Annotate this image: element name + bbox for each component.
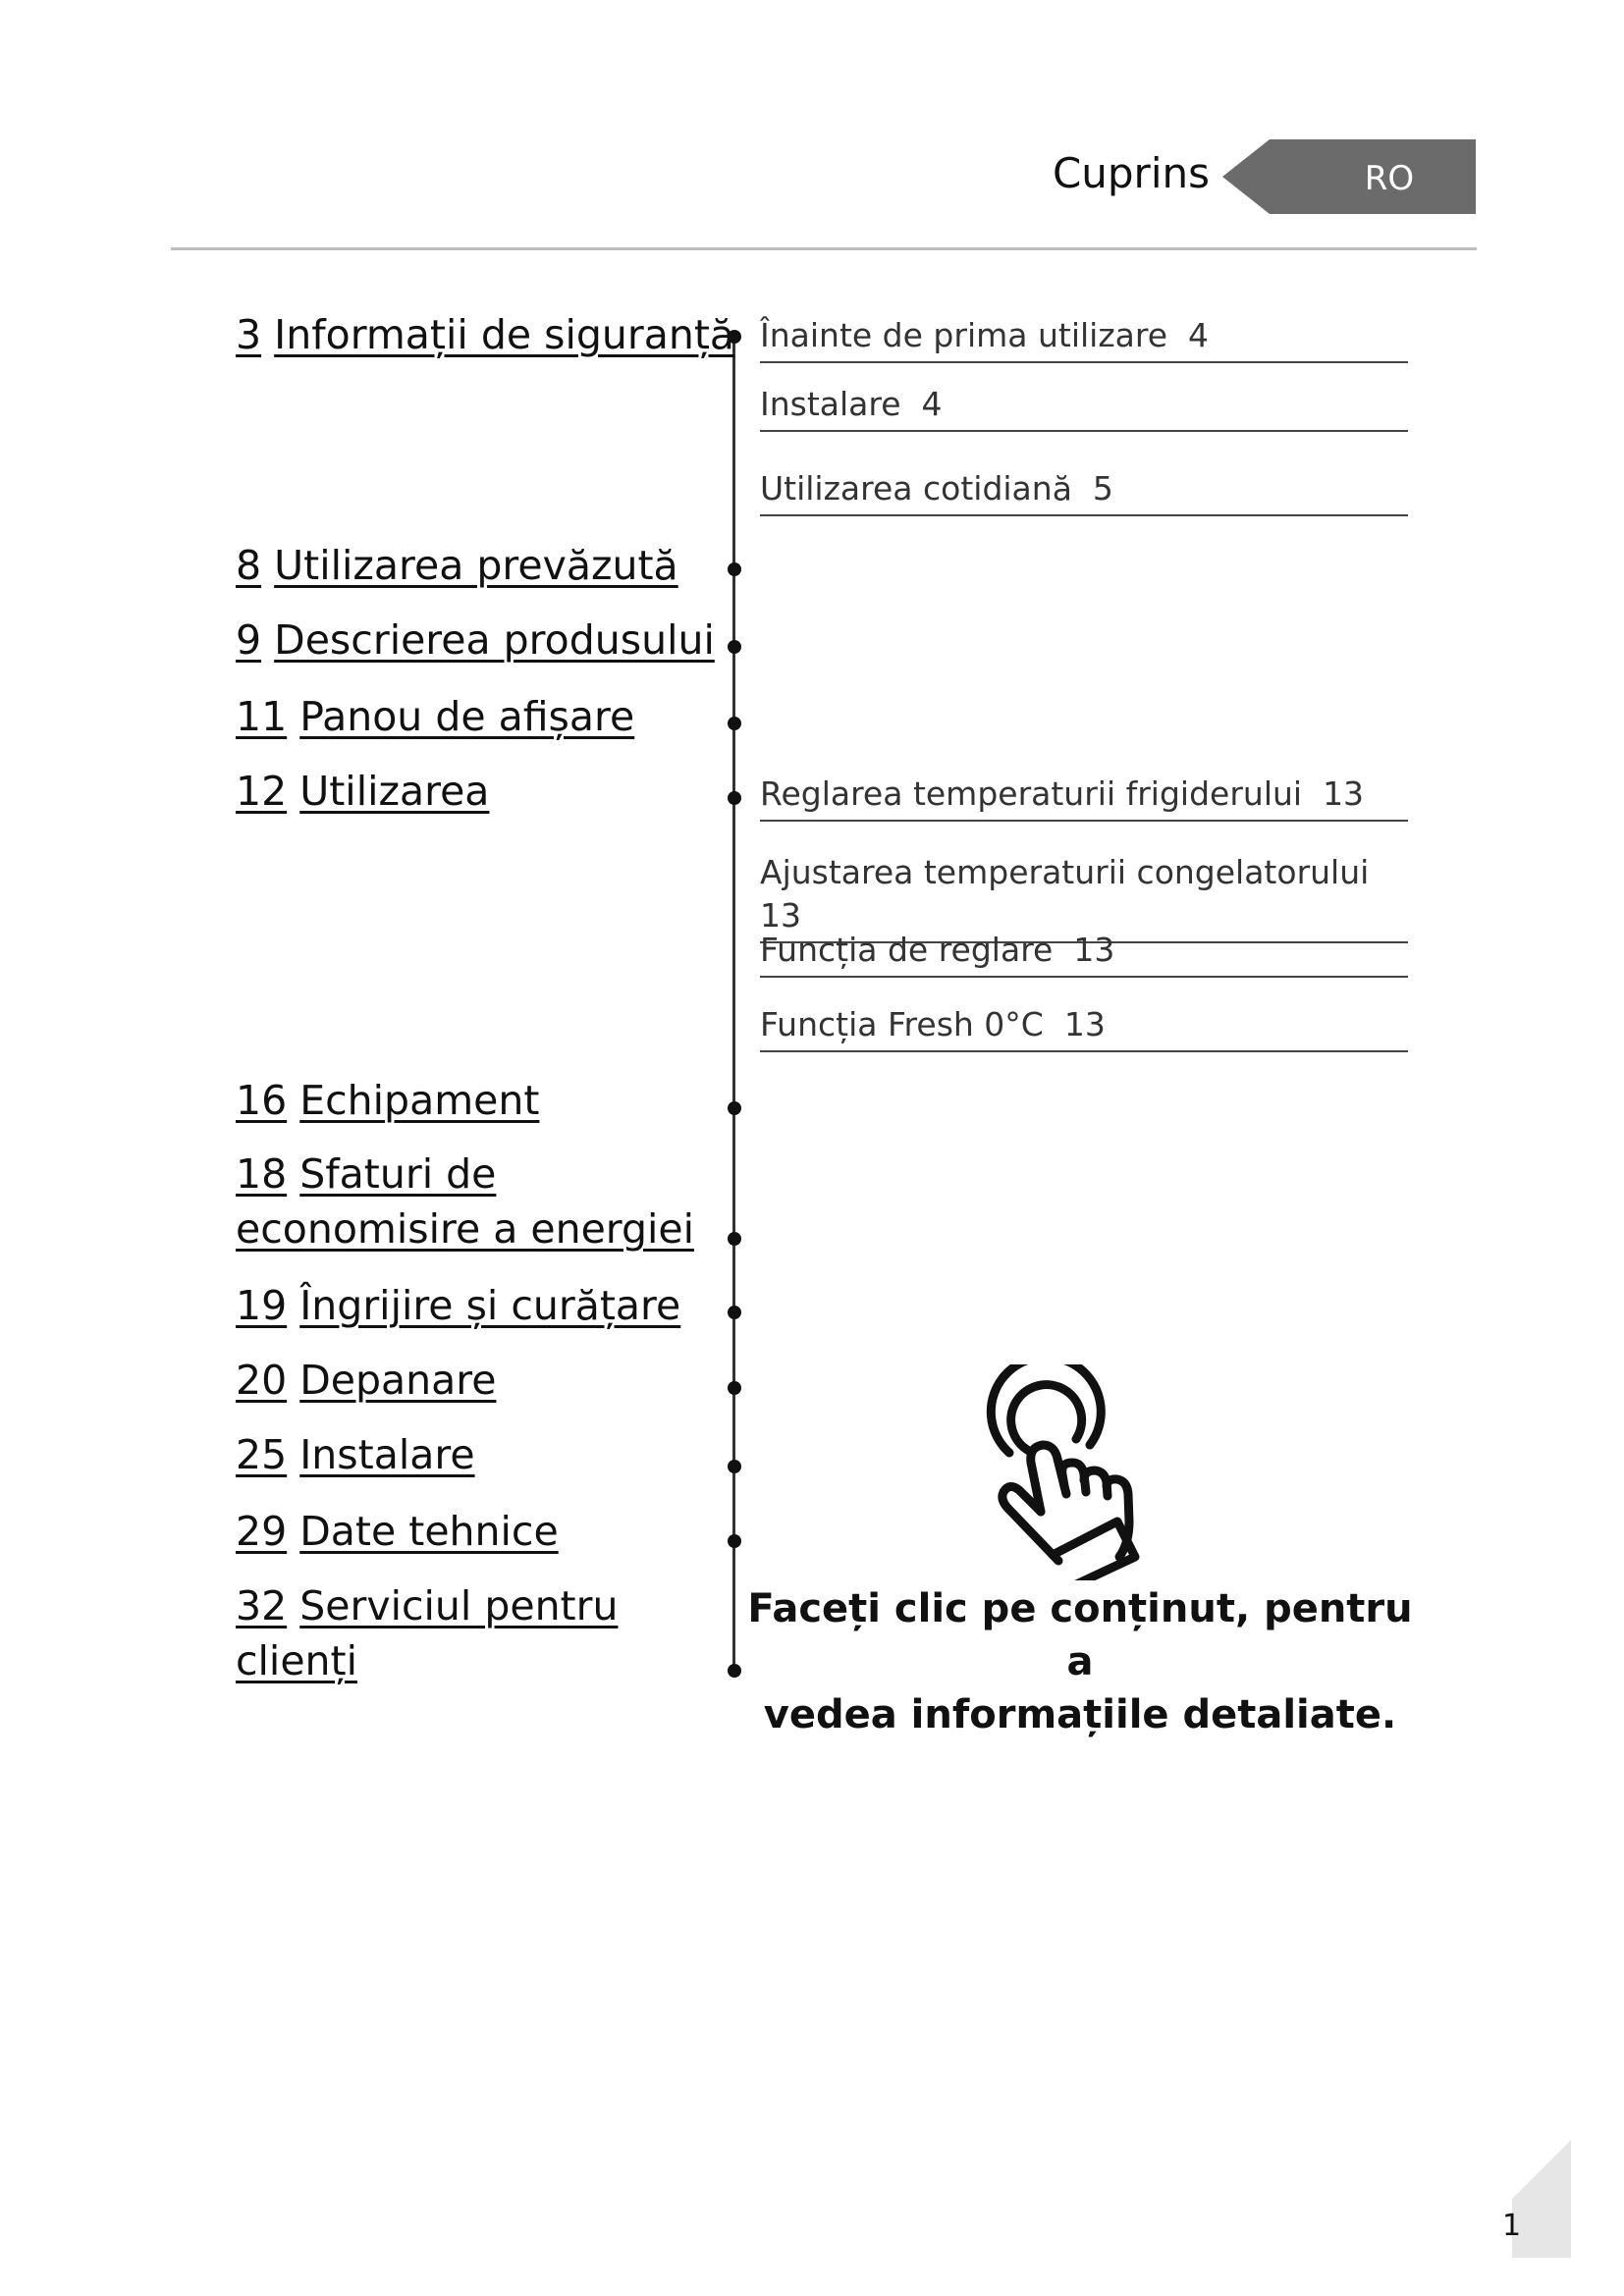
toc-entry[interactable] xyxy=(236,1147,694,1256)
subsection-link[interactable]: Funcția de reglare 13 xyxy=(760,929,1408,978)
subsection-link[interactable]: Reglarea temperaturii frigiderului 13 xyxy=(760,773,1408,822)
timeline-dot xyxy=(728,1232,741,1246)
subsection-link[interactable]: Ajustarea temperaturii congelatorului 13 xyxy=(760,851,1408,943)
toc-entry[interactable] xyxy=(236,307,734,362)
toc-link-equipment[interactable]: 16 Echipament xyxy=(236,1077,540,1124)
language-tab xyxy=(1222,139,1476,214)
toc-link-display-panel[interactable]: 11 Panou de afișare xyxy=(236,693,635,740)
subsection-link[interactable]: Înainte de prima utilizare 4 xyxy=(760,314,1408,363)
toc-link-product-description[interactable]: 9 Descrierea produsului xyxy=(236,616,715,664)
toc-entry[interactable] xyxy=(236,764,489,819)
toc-entry[interactable] xyxy=(236,1504,559,1559)
toc-link-intended-use[interactable]: 8 Utilizarea prevăzută xyxy=(236,542,678,589)
timeline-dot xyxy=(728,791,741,805)
hand-tap-icon xyxy=(982,1364,1178,1584)
toc-link-troubleshooting[interactable]: 20 Depanare xyxy=(236,1357,497,1404)
toc-entry[interactable] xyxy=(236,1427,475,1482)
page-title: Cuprins xyxy=(1052,149,1210,197)
toc-link-care-cleaning[interactable]: 19 Îngrijire și curățare xyxy=(236,1282,681,1329)
toc-link-safety-info[interactable]: 3 Informații de siguranță xyxy=(236,311,735,358)
timeline-dot xyxy=(728,1664,741,1678)
toc-link-customer-service[interactable]: 32 Serviciul pentru clienți xyxy=(236,1582,619,1684)
click-instruction: Faceți clic pe conținut, pentru a vedea informațiile detaliate. xyxy=(747,1586,1413,1737)
toc-link-technical-data[interactable]: 29 Date tehnice xyxy=(236,1508,559,1555)
timeline-dot xyxy=(728,717,741,730)
timeline-dot xyxy=(728,1460,741,1473)
timeline-dot xyxy=(728,1306,741,1319)
toc-entry[interactable] xyxy=(236,1278,680,1333)
timeline-dot xyxy=(728,640,741,654)
header-divider xyxy=(171,247,1477,250)
toc-entry[interactable] xyxy=(236,538,678,593)
toc-link-usage[interactable]: 12 Utilizarea xyxy=(236,768,490,815)
page-corner xyxy=(1512,2140,1575,2258)
subsection-link[interactable]: Funcția Fresh 0°C 13 xyxy=(760,1003,1408,1052)
toc-entry[interactable] xyxy=(236,1073,539,1128)
toc-link-energy-saving[interactable]: 18 Sfaturi de economisire a energiei xyxy=(236,1150,694,1253)
toc-entry[interactable] xyxy=(236,1578,618,1688)
subsection-link[interactable]: Instalare 4 xyxy=(760,383,1408,432)
timeline-dot xyxy=(728,1101,741,1115)
timeline-dot xyxy=(728,1381,741,1395)
timeline-dot xyxy=(728,1534,741,1548)
page-number: 1 xyxy=(1502,2209,1522,2243)
subsection-link[interactable]: Utilizarea cotidiană 5 xyxy=(760,467,1408,516)
toc-link-installation[interactable]: 25 Instalare xyxy=(236,1431,475,1478)
language-label: RO xyxy=(1364,159,1415,198)
toc-entry[interactable] xyxy=(236,1353,496,1408)
toc-entry[interactable] xyxy=(236,613,715,667)
timeline-dot xyxy=(728,562,741,576)
toc-entry[interactable] xyxy=(236,689,634,744)
